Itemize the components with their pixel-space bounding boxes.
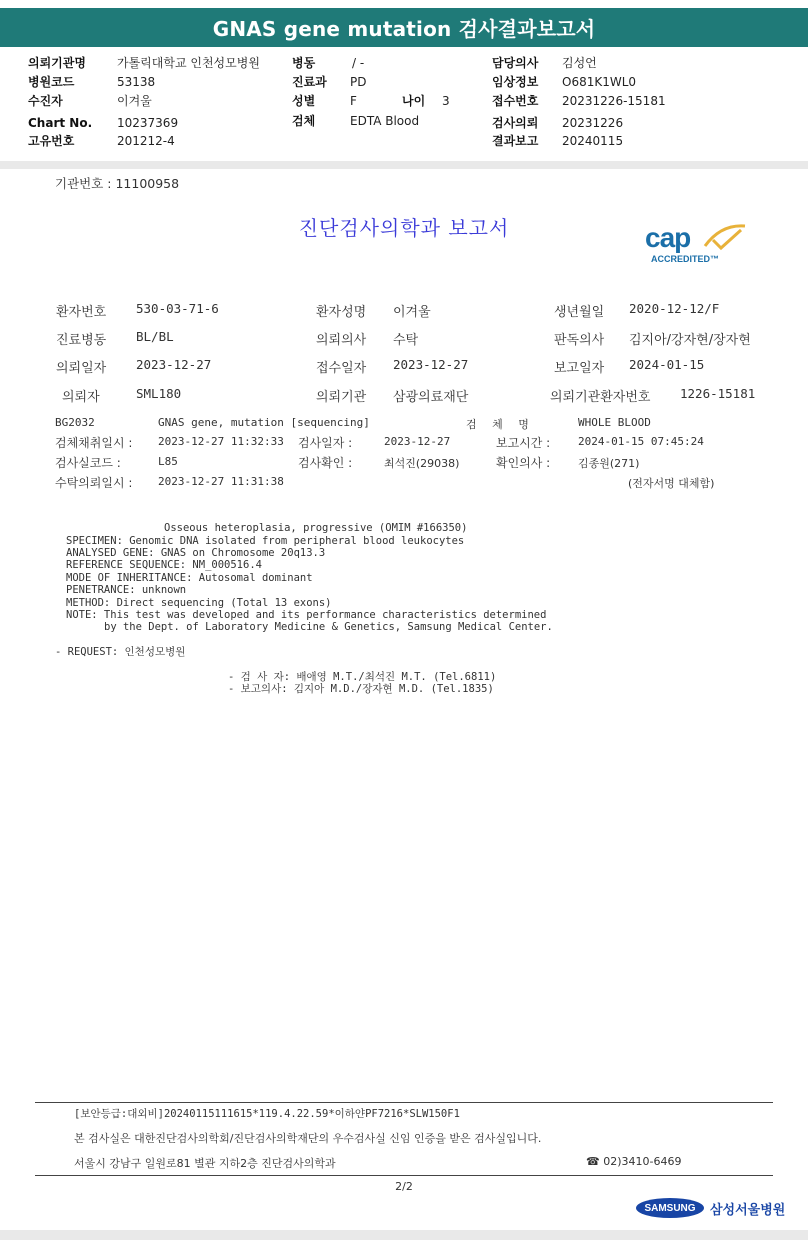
test-confirm-value: 최석진(29038) (384, 457, 460, 470)
institution-number: 기관번호 : 11100958 (55, 176, 180, 191)
grid-label: 의뢰의사 (316, 333, 367, 348)
findings-line: ANALYSED GENE: GNAS on Chromosome 20q13.3 (66, 547, 326, 559)
header-value: EDTA Blood (350, 114, 420, 128)
header-label: 수진자 (28, 94, 63, 108)
footer-bottom-divider (35, 1175, 773, 1176)
phone-number: ☎ 02)3410-6469 (586, 1155, 682, 1168)
report-time-label: 보고시간 : (496, 436, 551, 450)
certification-note: 본 검사실은 대한진단검사의학회/진단검사의학재단의 우수검사실 신임 인증을 받은 검사실입니다. (74, 1132, 542, 1145)
header-value: O681K1WL0 (562, 75, 637, 89)
header-value: F (350, 94, 357, 108)
lab-code-value: L85 (158, 455, 178, 468)
collect-value: 2023-12-27 11:32:33 (158, 435, 284, 448)
grid-value: 2023-12-27 (136, 357, 212, 372)
header-value: 20231226-15181 (562, 94, 666, 108)
header-value: 20231226 (562, 116, 624, 130)
header-label: 고유번호 (28, 134, 75, 148)
header-divider (0, 161, 808, 169)
lab-code-label: 검사실코드 : (55, 456, 121, 470)
grid-value: 2020-12-12/F (629, 301, 720, 316)
grid-value: 삼광의료재단 (393, 390, 469, 405)
reporter-line: - 보고의사: 김지아 M.D./장자현 M.D. (Tel.1835) (228, 683, 494, 695)
report-title: 진단검사의학과 보고서 (298, 216, 510, 240)
age-value: 3 (442, 94, 450, 108)
header-value: 20240115 (562, 134, 624, 148)
test-date-label: 검사일자 : (298, 436, 353, 450)
header-value: 가톨릭대학교 인천성모병원 (117, 56, 260, 70)
header-value: PD (350, 75, 367, 89)
header-label: 의뢰기관명 (28, 56, 86, 70)
grid-label: 판독의사 (554, 333, 605, 348)
findings-line: PENETRANCE: unknown (66, 584, 187, 596)
header-value: / - (352, 56, 365, 70)
grid-label: 의뢰자 (62, 390, 100, 405)
report-time-value: 2024-01-15 07:45:24 (578, 435, 704, 448)
bottom-bar (0, 1230, 808, 1240)
grid-label: 의뢰일자 (56, 361, 107, 376)
header-label: 결과보고 (492, 134, 539, 148)
cap-logo-word: cap (645, 222, 691, 253)
header-label: 병동 (292, 56, 316, 70)
page-number: 2/2 (395, 1180, 413, 1193)
samsung-hospital-logo (636, 1196, 786, 1220)
grid-value: 수탁 (393, 333, 419, 348)
header-value: 이겨울 (117, 94, 152, 108)
test-name: GNAS gene, mutation [sequencing] (158, 416, 370, 429)
header-value: 53138 (117, 75, 156, 89)
footer-divider (35, 1102, 773, 1103)
header-label: Chart No. (28, 116, 93, 130)
receipt-label: 수탁의뢰일시 : (55, 476, 133, 490)
header-label: 담당의사 (492, 56, 539, 70)
confirm-doctor-label: 확인의사 : (496, 456, 551, 470)
grid-label: 의뢰기관 (316, 390, 367, 405)
specimen-label: 검 체 명 (466, 418, 535, 431)
hospital-name: 삼성서울병원 (710, 1203, 786, 1218)
grid-label: 진료병동 (56, 333, 107, 348)
findings-line: MODE OF INHERITANCE: Autosomal dominant (66, 572, 313, 584)
cap-check-icon (701, 222, 747, 254)
grid-value: SML180 (136, 386, 182, 401)
grid-value: 1226-15181 (680, 386, 756, 401)
header-value: 201212-4 (117, 134, 175, 148)
grid-label: 환자성명 (316, 305, 367, 320)
findings-line: by the Dept. of Laboratory Medicine & Genetics, Samsung Medical Center. (104, 621, 553, 633)
header-label: 임상정보 (492, 75, 539, 89)
grid-value: 이겨울 (393, 305, 431, 320)
header-label: 검사의뢰 (492, 116, 539, 130)
grid-label: 생년월일 (554, 305, 605, 320)
cap-accredited-logo (645, 222, 745, 270)
request-line: - REQUEST: 인천성모병원 (55, 646, 186, 658)
specimen-value: WHOLE BLOOD (578, 416, 651, 429)
document-title: GNAS gene mutation 검사결과보고서 (0, 8, 808, 47)
findings-line: SPECIMEN: Genomic DNA isolated from peripheral blood leukocytes (66, 535, 465, 547)
grid-label: 보고일자 (554, 361, 605, 376)
collect-label: 검체채취일시 : (55, 436, 133, 450)
grid-value: 530-03-71-6 (136, 301, 219, 316)
confirm-doctor-value: 김종원(271) (578, 457, 640, 470)
grid-value: 2023-12-27 (393, 357, 469, 372)
test-date-value: 2023-12-27 (384, 435, 451, 448)
grid-label: 접수일자 (316, 361, 367, 376)
address: 서울시 강남구 일원로81 별관 지하2층 진단검사의학과 (74, 1157, 336, 1170)
grid-value: 2024-01-15 (629, 357, 705, 372)
cap-logo-sub: ACCREDITED™ (651, 254, 720, 264)
header-label: 진료과 (292, 75, 327, 89)
grid-label: 의뢰기관환자번호 (550, 390, 651, 405)
findings-line: METHOD: Direct sequencing (Total 13 exons) (66, 597, 332, 609)
esign-note: (전자서명 대체함) (628, 477, 715, 490)
grid-label: 환자번호 (56, 305, 107, 320)
header-label: 검체 (292, 114, 316, 128)
security-line: [보안등급:대외비]20240115111615*119.4.22.59*이하얀PF7216*SLW150F1 (74, 1108, 460, 1120)
header-label: 성별 (292, 94, 316, 108)
header-label: 병원코드 (28, 75, 75, 89)
age-label: 나이 (402, 94, 426, 108)
grid-value: 김지아/강자현/장자현 (629, 333, 751, 348)
header-label: 접수번호 (492, 94, 539, 108)
header-value: 김성언 (562, 56, 597, 70)
findings-line: Osseous heteroplasia, progressive (OMIM #166350) (164, 522, 468, 534)
examiner-line: - 검 사 자: 배애영 M.T./최석진 M.T. (Tel.6811) (228, 671, 497, 683)
findings-line: NOTE: This test was developed and its performance characteristics determined (66, 609, 547, 621)
samsung-logo-oval: SAMSUNG (636, 1198, 704, 1218)
grid-value: BL/BL (136, 329, 174, 344)
test-confirm-label: 검사확인 : (298, 456, 353, 470)
findings-line: REFERENCE SEQUENCE: NM_000516.4 (66, 559, 262, 571)
receipt-value: 2023-12-27 11:31:38 (158, 475, 284, 488)
header-info (0, 54, 808, 154)
test-code: BG2032 (55, 416, 95, 429)
header-value: 10237369 (117, 116, 179, 130)
